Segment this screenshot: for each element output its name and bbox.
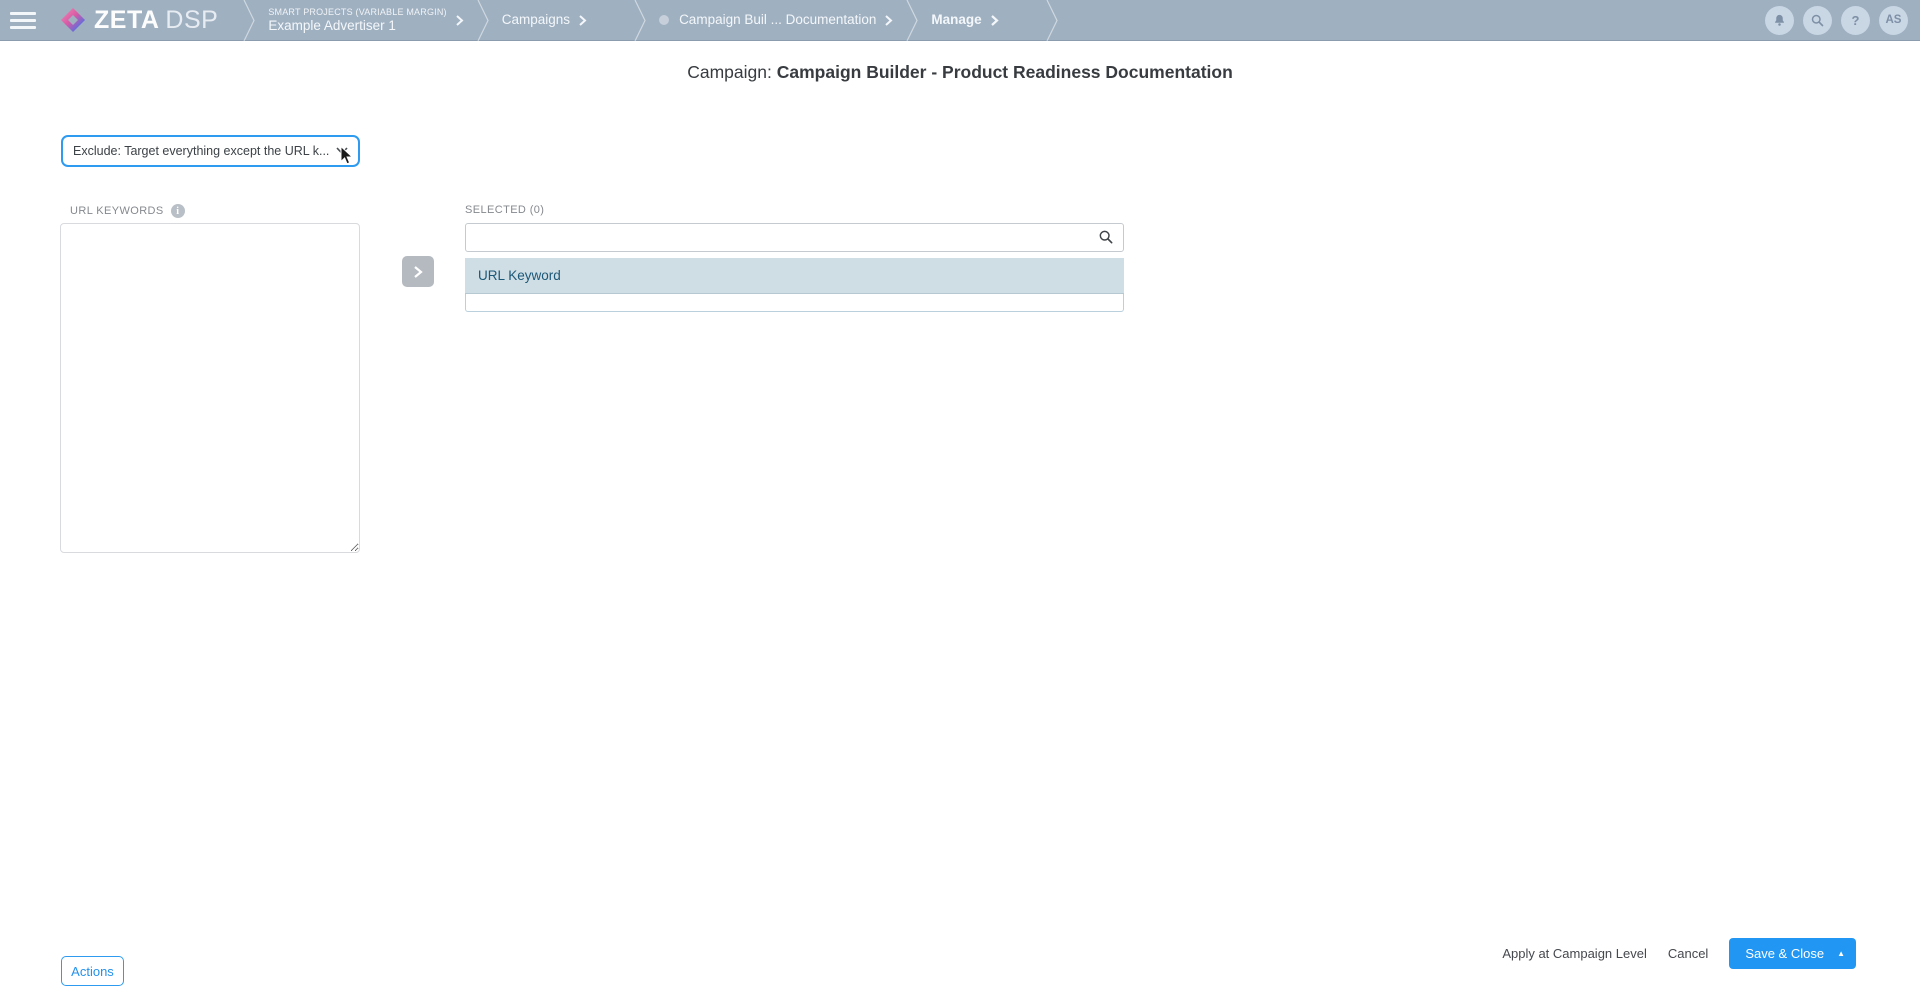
page-title-prefix: Campaign: <box>687 62 772 82</box>
breadcrumb-divider <box>476 0 490 41</box>
cancel-link[interactable]: Cancel <box>1667 946 1709 961</box>
selected-search-input[interactable] <box>465 223 1124 252</box>
caret-up-icon[interactable]: ▲ <box>1837 949 1845 958</box>
status-dot-icon <box>659 15 669 25</box>
chevron-right-icon <box>455 14 464 27</box>
breadcrumb-divider <box>1045 0 1059 41</box>
logo-wordmark: ZETA DSP <box>94 5 219 34</box>
breadcrumb <box>236 0 1064 41</box>
chevron-right-icon <box>578 14 587 27</box>
chevron-right-icon <box>413 265 423 279</box>
selected-table-header <box>465 258 1124 294</box>
selected-table-empty-row <box>465 294 1124 312</box>
search-icon <box>1098 229 1114 245</box>
avatar-initials: AS <box>1885 14 1902 26</box>
avatar[interactable] <box>1879 6 1908 35</box>
zeta-diamond-icon <box>60 7 86 33</box>
help-button[interactable] <box>1841 6 1870 35</box>
url-keywords-label: URL KEYWORDS <box>70 205 164 217</box>
chevron-down-icon <box>336 147 348 155</box>
save-close-button[interactable] <box>1729 938 1856 969</box>
zeta-dsp-logo[interactable] <box>60 6 218 35</box>
breadcrumb-project-eyebrow: SMART PROJECTS (VARIABLE MARGIN) <box>268 6 447 17</box>
breadcrumb-campaigns-label: Campaigns <box>501 12 571 27</box>
page-title <box>0 62 1920 83</box>
actions-button[interactable]: Actions <box>61 956 124 986</box>
breadcrumb-advertiser[interactable] <box>262 7 469 34</box>
targeting-mode-value: Exclude: Target everything except the URL k... <box>73 144 330 158</box>
selected-count-label: SELECTED (0) <box>465 204 545 216</box>
notifications-button[interactable] <box>1765 6 1794 35</box>
breadcrumb-divider <box>633 0 647 41</box>
url-keywords-textarea[interactable] <box>60 223 360 553</box>
save-close-label: Save & Close <box>1745 946 1825 961</box>
chevron-right-icon <box>884 14 893 27</box>
top-navigation-bar <box>0 0 1920 41</box>
help-icon: ? <box>1851 12 1860 28</box>
footer-actions <box>1502 938 1856 969</box>
breadcrumb-divider <box>242 0 256 41</box>
selected-label-row <box>465 204 544 216</box>
topbar-actions <box>1765 6 1908 35</box>
url-keyword-column-header: URL Keyword <box>478 268 561 283</box>
url-keywords-label-row <box>70 204 185 218</box>
breadcrumb-manage[interactable] <box>925 12 1004 28</box>
apply-campaign-level-link[interactable]: Apply at Campaign Level <box>1502 946 1647 961</box>
breadcrumb-divider <box>905 0 919 41</box>
bell-icon <box>1772 13 1787 28</box>
selected-search <box>465 223 1124 252</box>
breadcrumb-manage-label: Manage <box>931 12 982 27</box>
breadcrumb-campaign-label: Campaign Buil ... Documentation <box>679 12 877 27</box>
chevron-right-icon <box>990 14 999 27</box>
breadcrumb-campaign[interactable] <box>653 12 899 28</box>
add-keywords-button[interactable] <box>402 256 434 287</box>
search-button[interactable] <box>1803 6 1832 35</box>
breadcrumb-advertiser-label: Example Advertiser 1 <box>268 17 396 33</box>
info-icon[interactable]: i <box>171 204 185 218</box>
breadcrumb-campaigns[interactable] <box>496 12 593 28</box>
hamburger-menu-icon[interactable] <box>0 0 46 41</box>
targeting-mode-dropdown[interactable] <box>61 135 360 167</box>
search-icon <box>1810 13 1825 28</box>
page-title-campaign-name: Campaign Builder - Product Readiness Documentation <box>776 62 1233 82</box>
